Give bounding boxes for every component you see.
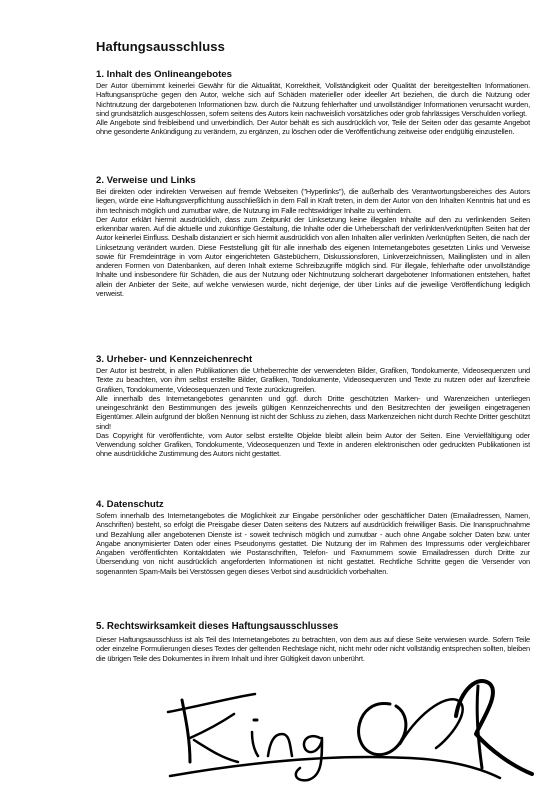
- section-paragraph: Alle Angebote sind freibleibend und unverbindlich. Der Autor behält es sich ausdrücklich vor, Teile der Seiten oder das gesamte Angebot ohne gesonderte Ankündigung zu verändern, zu ergänzen, zu löschen oder die Veröffentlichung zeitweise oder endgültig einzustellen.: [96, 118, 530, 137]
- section-paragraph: Der Autor übernimmt keinerlei Gewähr für die Aktualität, Korrektheit, Vollständigkeit oder Qualität der bereitgestellten Informationen. Haftungsansprüche gegen den Autor, welche sich auf Schäden materieller oder ideeller Art beziehen, die durch die Nutzung oder Nichtnutzung der dargebotenen Informationen bzw. durch die Nutzung fehlerhafter und unvollständiger Informationen verursacht wurden, sind grundsätzlich ausgeschlossen, sofern seitens des Autors kein nachweislich vorsätzliches oder grob fahrlässiges Verschulden vorliegt.: [96, 81, 530, 118]
- section-heading: 2. Verweise und Links: [96, 175, 196, 186]
- section-paragraph: Der Autor erklärt hiermit ausdrücklich, dass zum Zeitpunkt der Linksetzung keine illegalen Inhalte auf den zu verlinkenden Seiten erkennbar waren. Auf die aktuelle und zukünftige Gestaltung, die Inhalte oder die Urheberschaft der verlinkten/verknüpften Seiten hat der Autor keinerlei Einfluss. Deshalb distanziert er sich hiermit ausdrücklich von allen Inhalten aller verlinkten /verknüpften Seiten, die nach der Linksetzung verändert wurden. Diese Feststellung gilt für alle innerhalb des eigenen Internetangebotes gesetzten Links und Verweise sowie für Fremdeinträge in vom Autor eingerichteten Gästebüchern, Diskussionsforen, Linkverzeichnissen, Mailinglisten und in allen anderen Formen von Datenbanken, auf deren Inhalt externe Schreibzugriffe möglich sind. Für illegale, fehlerhafte oder unvollständige Inhalte und insbesondere für Schäden, die aus der Nutzung oder Nichtnutzung solcherart dargebotener Informationen entstehen, haftet allein der Anbieter der Seite, auf welche verwiesen wurde, nicht derjenige, der über Links auf die jeweilige Veröffentlichung lediglich verweist.: [96, 214, 530, 298]
- signature-stroke: [168, 694, 255, 712]
- handwritten-signature: [160, 650, 546, 787]
- section-paragraph: Alle innerhalb des Internetangebotes genannten und ggf. durch Dritte geschützten Marken- und Warenzeichen unterliegen uneingeschränkt den Bestimmungen des jeweils gültigen Kennzeichenrechts und den Besitzrechten der jeweiligen eingetragenen Eigentümer. Allein aufgrund der bloßen Nennung ist nicht der Schluss zu ziehen, dass Markenzeichen nicht durch Rechte Dritter geschützt sind!: [96, 393, 530, 431]
- section-content: [96, 69, 530, 137]
- section-paragraph: Das Copyright für veröffentlichte, vom Autor selbst erstellte Objekte bleibt allein beim Autor der Seiten. Eine Vervielfältigung oder Verwendung solcher Grafiken, Tondokumente, Videosequenzen und Texte in anderen elektronischen oder gedruckten Publikationen ist ohne ausdrückliche Zustimmung des Autors nicht gestattet.: [96, 430, 530, 459]
- section-paragraph: Dieser Haftungsausschluss ist als Teil des Internetangebotes zu betrachten, von dem aus auf diese Seite verwiesen wurde. Sofern Teile oder einzelne Formulierungen dieses Textes der geltenden Rechtslage nicht, nicht mehr oder nicht vollständig entsprechen sollten, bleiben die übrigen Teile des Dokumentes in ihrem Inhalt und ihrer Gültigkeit davon unberührt.: [96, 635, 530, 663]
- signature-stroke: [194, 740, 238, 762]
- signature-stroke: [190, 714, 234, 738]
- signature-stroke: [456, 681, 532, 774]
- page-title: Haftungsausschluss: [96, 39, 225, 54]
- section-paragraph: Bei direkten oder indirekten Verweisen auf fremde Webseiten ("Hyperlinks"), die außerhalb des Verantwortungsbereiches des Autors liegen, würde eine Haftungsverpflichtung ausschließlich in dem Fall in Kraft treten, in dem der Autor von den Inhalten Kenntnis hat und es ihm technisch möglich und zumutbar wäre, die Nutzung im Falle rechtswidriger Inhalte zu verhindern.: [96, 187, 530, 215]
- signature-stroke: [170, 757, 500, 778]
- section-privacy: [96, 499, 530, 576]
- signature-stroke: [252, 732, 258, 756]
- section-heading: 3. Urheber- und Kennzeichenrecht: [96, 354, 253, 365]
- section-heading: 5. Rechtswirksamkeit dieses Haftungsausschlusses: [96, 621, 339, 632]
- section-heading: 4. Datenschutz: [96, 499, 164, 510]
- signature-stroke: [359, 703, 406, 754]
- section-links: [96, 175, 530, 298]
- section-paragraph: Der Autor ist bestrebt, in allen Publikationen die Urheberrechte der verwendeten Bilder, Grafiken, Tondokumente, Videosequenzen und Texte zu beachten, von ihm selbst erstellte Bilder, Grafiken, Tondokumente, Videosequenzen und Texte zu nutzen oder auf lizenzfreie Grafiken, Tondokumente, Videosequenzen und Texte zurückzugreifen.: [96, 366, 530, 394]
- signature-stroke: [400, 699, 463, 748]
- section-paragraph: Sofern innerhalb des Internetangebotes die Möglichkeit zur Eingabe persönlicher oder geschäftlicher Daten (Emailadressen, Namen, Anschriften) besteht, so erfolgt die Preisgabe dieser Daten seitens des Nutzers auf ausdrücklich freiwilliger Basis. Die Inanspruchnahme und Bezahlung aller angebotenen Dienste ist - soweit technisch möglich und zumutbar - auch ohne Angabe solcher Daten bzw. unter Angabe anonymisierter Daten oder eines Pseudonyms gestattet. Die Nutzung der im Rahmen des Impressums oder vergleichbarer Angaben veröffentlichten Kontaktdaten wie Postanschriften, Telefon- und Faxnummern sowie Emailadressen durch Dritte zur Übersendung von nicht ausdrücklich angeforderten Informationen ist nicht gestattet. Rechtliche Schritte gegen die Versender von sogenannten Spam-Mails bei Verstössen gegen dieses Verbot sind ausdrücklich vorbehalten.: [96, 511, 530, 576]
- section-copyright: [96, 354, 530, 459]
- signature-stroke: [268, 734, 292, 756]
- section-heading: 1. Inhalt des Onlineangebotes: [96, 69, 232, 80]
